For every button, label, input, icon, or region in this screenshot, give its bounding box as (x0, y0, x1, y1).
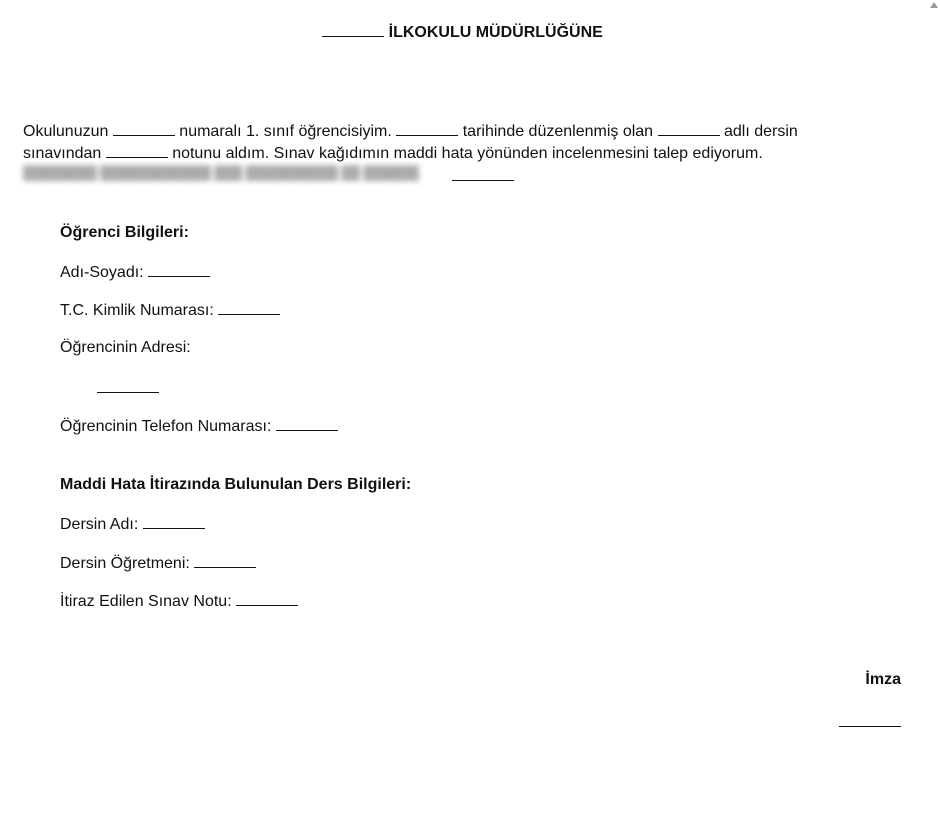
section-heading: Öğrenci Bilgileri: (60, 224, 189, 241)
field-label: Öğrencinin Telefon Numarası: (60, 418, 272, 435)
student-name-row (60, 262, 210, 282)
paragraph-line-2 (23, 143, 903, 165)
section-heading: Maddi Hata İtirazında Bulunulan Ders Bilgileri: (60, 476, 412, 493)
paragraph-text: sınavından (23, 145, 102, 162)
paragraph-text: tarihinde düzenlenmiş olan (462, 123, 654, 140)
student-id-blank (218, 300, 280, 315)
student-address-blank-row (97, 378, 159, 398)
paragraph-line-1 (23, 121, 903, 143)
student-phone-row (60, 416, 338, 436)
school-name-blank (322, 22, 384, 37)
course-name-field-blank (143, 514, 205, 529)
objected-grade-row (60, 591, 298, 611)
field-label: Adı-Soyadı: (60, 264, 144, 281)
student-address-row (60, 339, 191, 357)
signature-label: İmza (865, 671, 901, 688)
redacted-text: ████████ ████████████ ███ ██████████ ██ ██████ (23, 165, 419, 180)
field-label: İtiraz Edilen Sınav Notu: (60, 593, 232, 610)
student-name-blank (148, 262, 210, 277)
paragraph-text: numaralı 1. sınıf öğrencisiyim. (179, 123, 392, 140)
student-info-heading (60, 224, 189, 242)
field-label: Dersin Öğretmeni: (60, 555, 190, 572)
course-teacher-blank (194, 553, 256, 568)
course-name-row (60, 514, 205, 534)
course-info-heading (60, 476, 411, 494)
title-text: İLKOKULU MÜDÜRLÜĞÜNE (388, 24, 603, 41)
student-address-blank (97, 378, 159, 393)
request-paragraph (23, 121, 903, 165)
vertical-scrollbar[interactable] (928, 0, 940, 821)
redacted-line-blank (452, 166, 514, 181)
document-title (0, 22, 925, 42)
signature-blank (839, 712, 901, 727)
paragraph-text: Okulunuzun (23, 123, 109, 140)
course-teacher-row (60, 553, 256, 573)
course-name-blank (658, 121, 720, 136)
grade-blank (106, 143, 168, 158)
field-label: Dersin Adı: (60, 516, 139, 533)
objected-grade-blank (236, 591, 298, 606)
paragraph-text: notunu aldım. Sınav kağıdımın maddi hata yönünden incelenmesini talep ediyorum. (172, 145, 763, 162)
student-id-row (60, 300, 280, 320)
scroll-up-arrow-icon[interactable] (930, 2, 938, 8)
student-phone-blank (276, 416, 338, 431)
field-label: T.C. Kimlik Numarası: (60, 302, 214, 319)
paragraph-text: adlı dersin (723, 123, 798, 140)
exam-date-blank (396, 121, 458, 136)
field-label: Öğrencinin Adresi: (60, 339, 191, 356)
student-number-blank (113, 121, 175, 136)
